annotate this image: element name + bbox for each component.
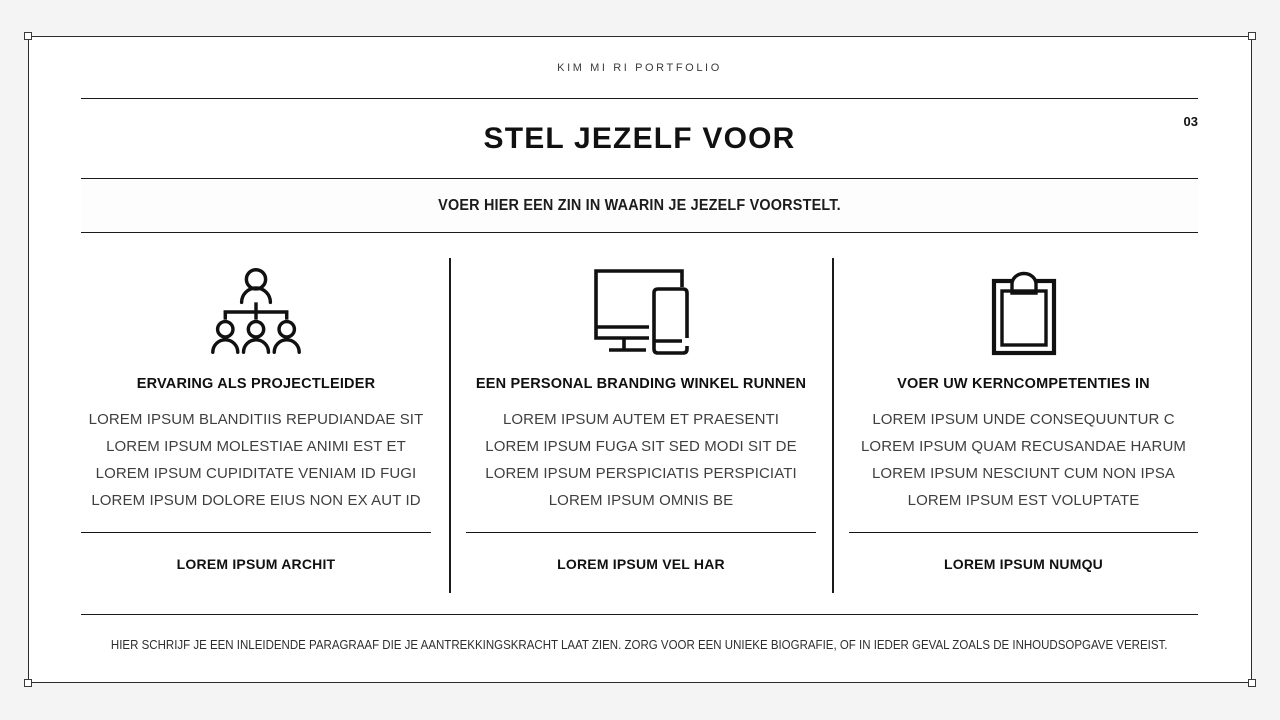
selection-handle-bottom-right[interactable]	[1248, 679, 1256, 687]
body-line: LOREM IPSUM BLANDITIIS REPUDIANDAE SIT	[88, 411, 424, 428]
column-underline	[466, 532, 816, 533]
title-row	[81, 99, 1198, 179]
column-footer-label[interactable]: LOREM IPSUM VEL HAR	[557, 556, 725, 573]
slide[interactable]	[28, 36, 1252, 683]
selection-handle-top-left[interactable]	[24, 32, 32, 40]
column-heading[interactable]: EEN PERSONAL BRANDING WINKEL RUNNEN	[475, 376, 807, 392]
slide-content	[81, 37, 1198, 682]
column-footer-label[interactable]: LOREM IPSUM ARCHIT	[176, 556, 336, 573]
column-body[interactable]	[81, 406, 431, 514]
column-body[interactable]	[849, 406, 1198, 514]
selection-handle-top-right[interactable]	[1248, 32, 1256, 40]
body-line: LOREM IPSUM NESCIUNT CUM NON IPSA	[871, 465, 1176, 482]
column-divider	[832, 258, 834, 593]
selection-handle-bottom-left[interactable]	[24, 679, 32, 687]
page-number[interactable]: 03	[1183, 114, 1198, 129]
column-body[interactable]	[466, 406, 816, 514]
brand-row	[81, 37, 1198, 99]
brand-text[interactable]: KIM MI RI PORTFOLIO	[557, 61, 722, 74]
body-line: LOREM IPSUM CUPIDITATE VENIAM ID FUGI	[95, 465, 417, 482]
devices-icon[interactable]	[466, 266, 816, 356]
footer-note-row	[81, 615, 1198, 675]
column-branding-winkel	[466, 233, 816, 572]
column-divider	[449, 258, 451, 593]
subtitle-text[interactable]: VOER HIER EEN ZIN IN WAARIN JE JEZELF VOORSTELT.	[438, 196, 841, 214]
column-footer-label[interactable]: LOREM IPSUM NUMQU	[944, 556, 1103, 573]
column-underline	[81, 532, 431, 533]
body-line: LOREM IPSUM FUGA SIT SED MODI SIT DE	[485, 438, 797, 455]
column-projectleider	[81, 233, 431, 572]
page-title[interactable]: STEL JEZELF VOOR	[483, 121, 796, 155]
column-heading[interactable]: ERVARING ALS PROJECTLEIDER	[136, 376, 376, 392]
column-heading[interactable]: VOER UW KERNCOMPETENTIES IN	[897, 376, 1150, 392]
subtitle-row	[81, 179, 1198, 233]
column-underline	[849, 532, 1198, 533]
org-chart-icon[interactable]	[81, 266, 431, 356]
clipboard-icon[interactable]	[849, 266, 1198, 356]
body-line: LOREM IPSUM MOLESTIAE ANIMI EST ET	[106, 438, 406, 455]
body-line: LOREM IPSUM OMNIS BE	[548, 492, 734, 509]
body-line: LOREM IPSUM QUAM RECUSANDAE HARUM	[860, 438, 1186, 455]
body-line: LOREM IPSUM UNDE CONSEQUUNTUR C	[872, 411, 1175, 428]
body-line: LOREM IPSUM DOLORE EIUS NON EX AUT ID	[91, 492, 421, 509]
body-line: LOREM IPSUM EST VOLUPTATE	[907, 492, 1140, 509]
footer-note[interactable]: HIER SCHRIJF JE EEN INLEIDENDE PARAGRAAF DIE JE AANTREKKINGSKRACHT LAAT ZIEN. ZORG VOOR EEN UNIEKE BIOGRAFIE, OF IN IEDER GEVAL ZOALS DE INHOUDSOPGAVE VEREIST.	[111, 638, 1168, 652]
column-kerncompetenties	[849, 233, 1198, 572]
body-line: LOREM IPSUM AUTEM ET PRAESENTI	[502, 411, 780, 428]
body-line: LOREM IPSUM PERSPICIATIS PERSPICIATI	[485, 465, 797, 482]
columns-section	[81, 233, 1198, 615]
